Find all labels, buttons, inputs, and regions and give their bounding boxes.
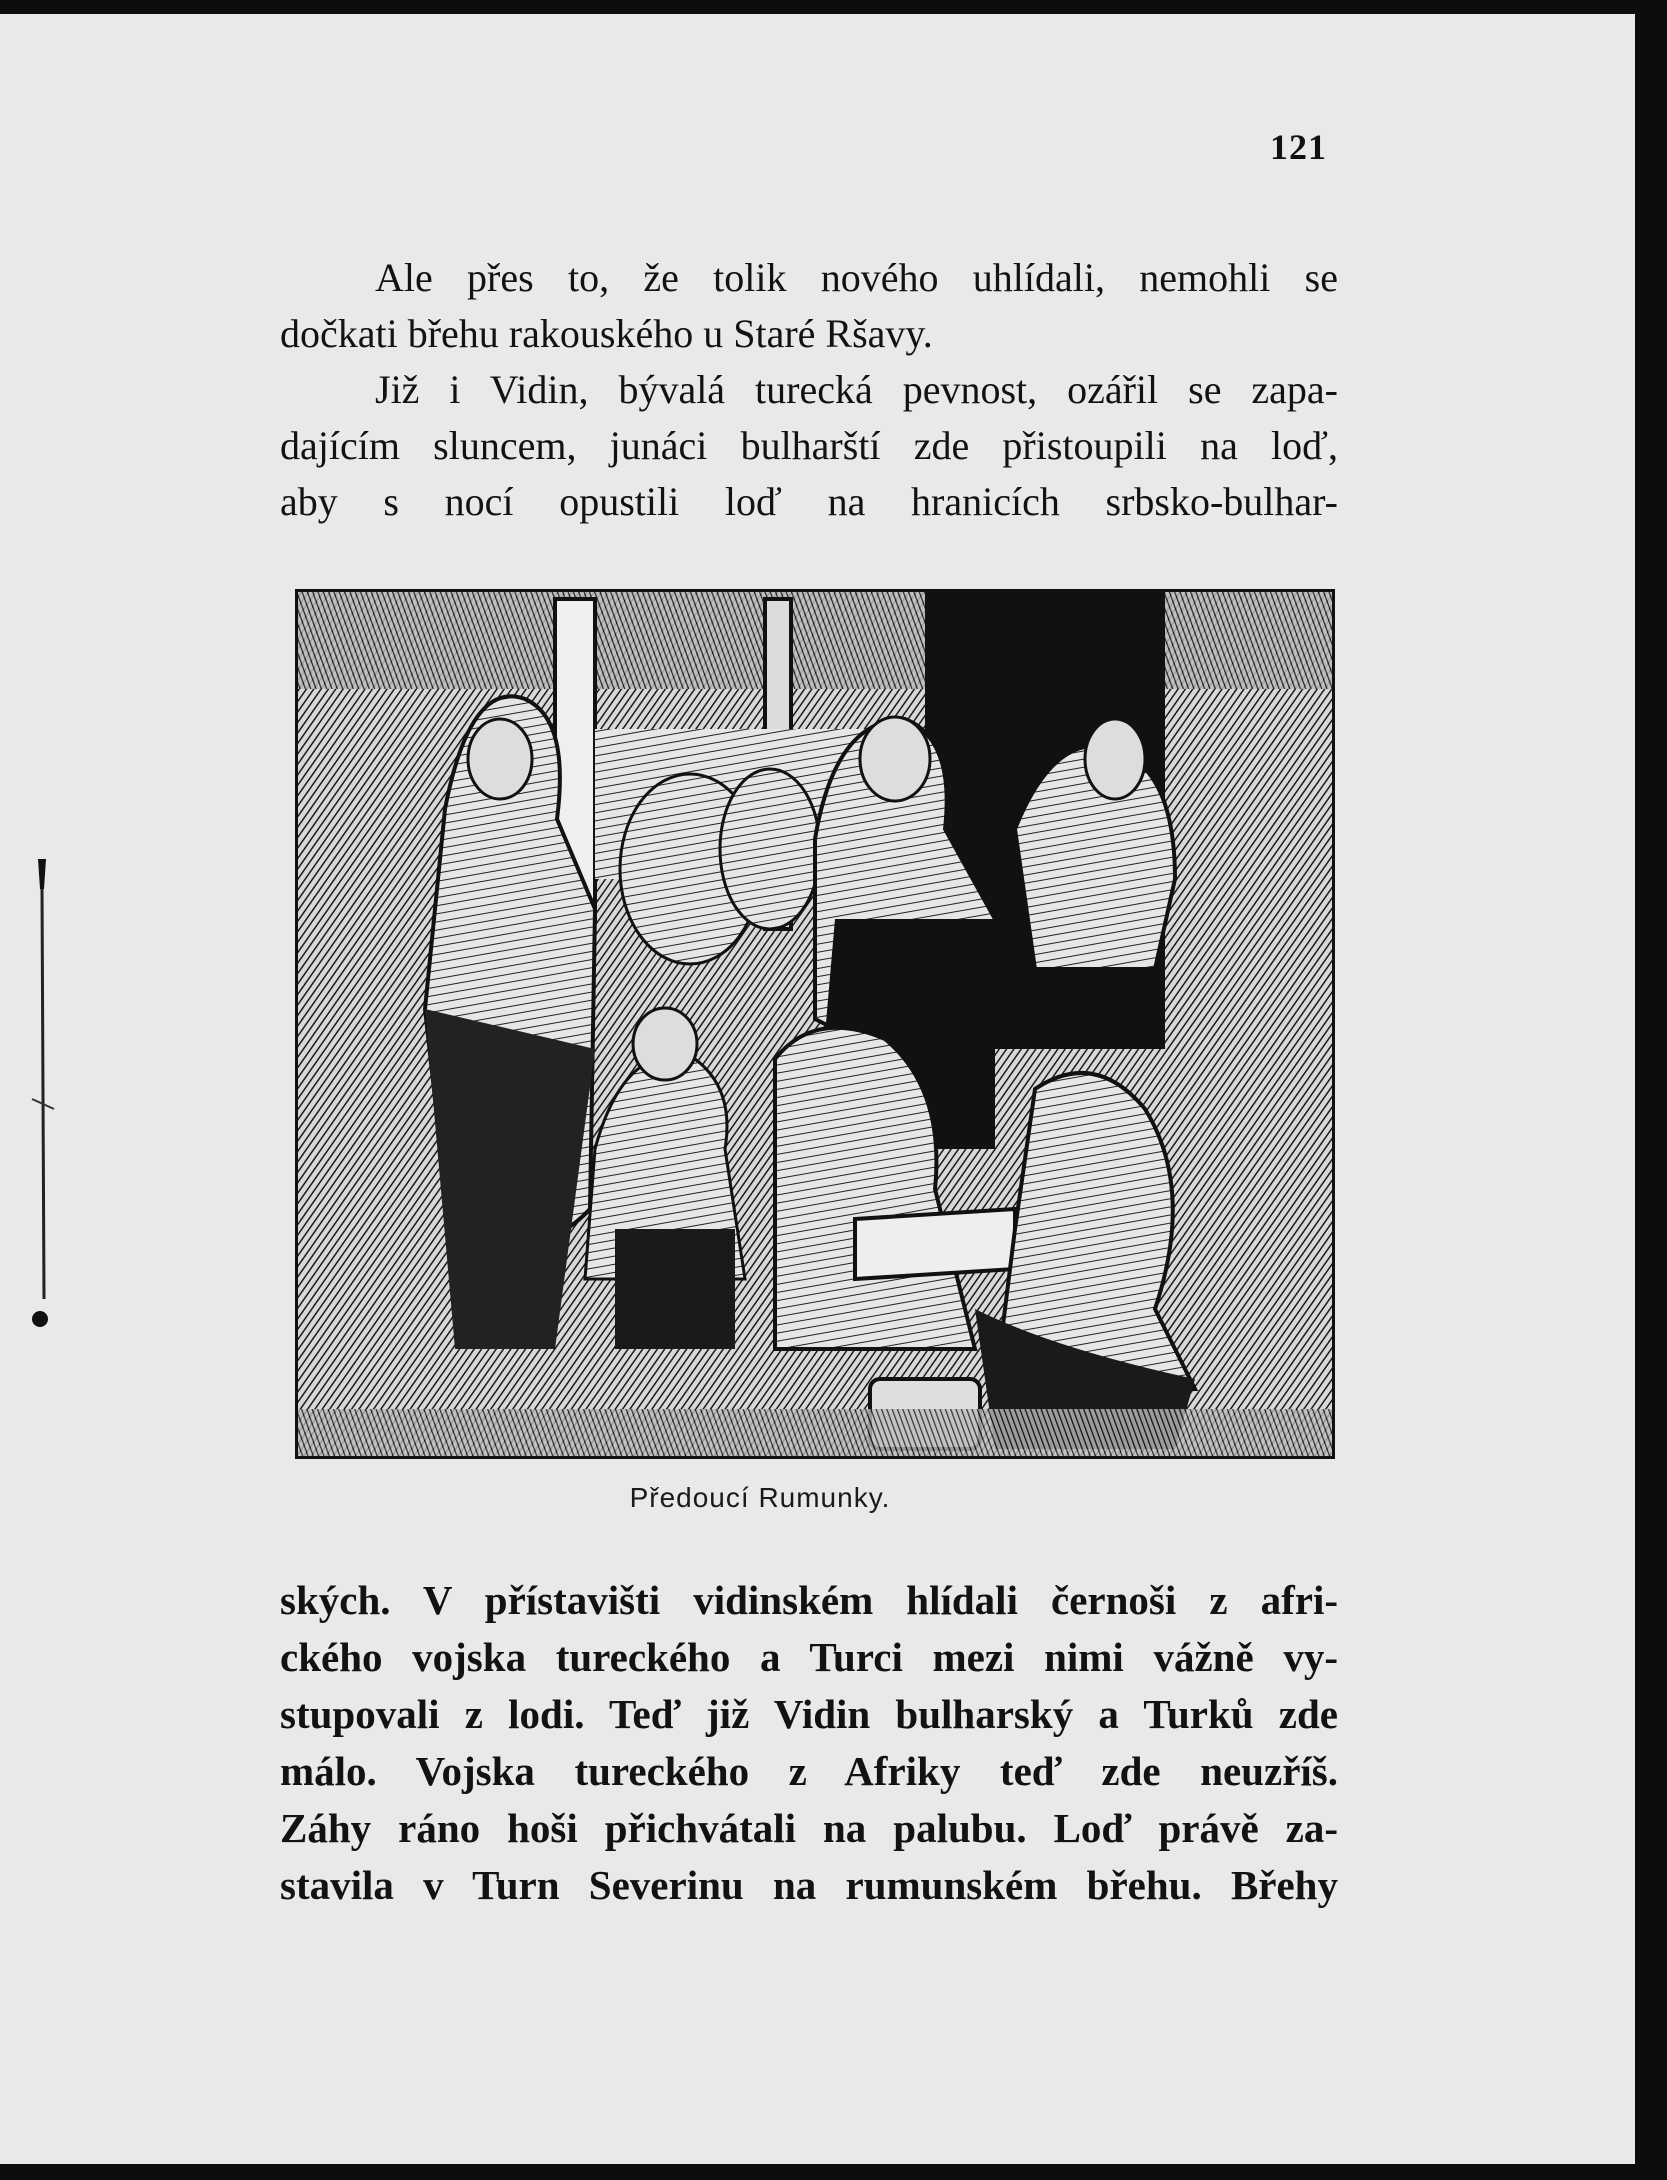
scan-right-border <box>1635 0 1667 2180</box>
top-paragraph <box>280 250 1338 530</box>
text-line: málo. Vojska tureckého z Afriky teď zde neuzříš. <box>280 1748 1338 1794</box>
engraving-spinning-women-icon <box>295 589 1335 1459</box>
text-line: Již i Vidin, bývalá turecká pevnost, ozářil se zapa- <box>375 367 1338 412</box>
text-line: ských. V přístavišti vidinském hlídali černoši z afri- <box>280 1577 1338 1623</box>
text-line: aby s nocí opustili loď na hranicích srbsko-bulhar- <box>280 479 1338 524</box>
page-number: 121 <box>1270 127 1327 167</box>
text-line: dajícím sluncem, junáci bulharští zde přistoupili na loď, <box>280 423 1338 468</box>
margin-mark-icon <box>28 859 56 1339</box>
scan-top-border <box>0 0 1667 14</box>
text-line: stavila v Turn Severinu na rumunském břehu. Břehy <box>280 1862 1338 1908</box>
illustration-caption: Předoucí Rumunky. <box>629 1482 891 1513</box>
scan-bottom-border <box>0 2164 1667 2180</box>
text-line: Záhy ráno hoši přichvátali na palubu. Loď právě za- <box>280 1805 1338 1851</box>
bottom-paragraph <box>280 1572 1338 1914</box>
book-page <box>0 14 1635 2164</box>
text-line: stupovali z lodi. Teď již Vidin bulharský a Turků zde <box>280 1691 1338 1737</box>
text-line: ckého vojska tureckého a Turci mezi nimi vážně vy- <box>280 1634 1338 1680</box>
text-line: dočkati břehu rakouského u Staré Ršavy. <box>280 311 933 356</box>
text-line: Ale přes to, že tolik nového uhlídali, nemohli se <box>375 255 1338 300</box>
